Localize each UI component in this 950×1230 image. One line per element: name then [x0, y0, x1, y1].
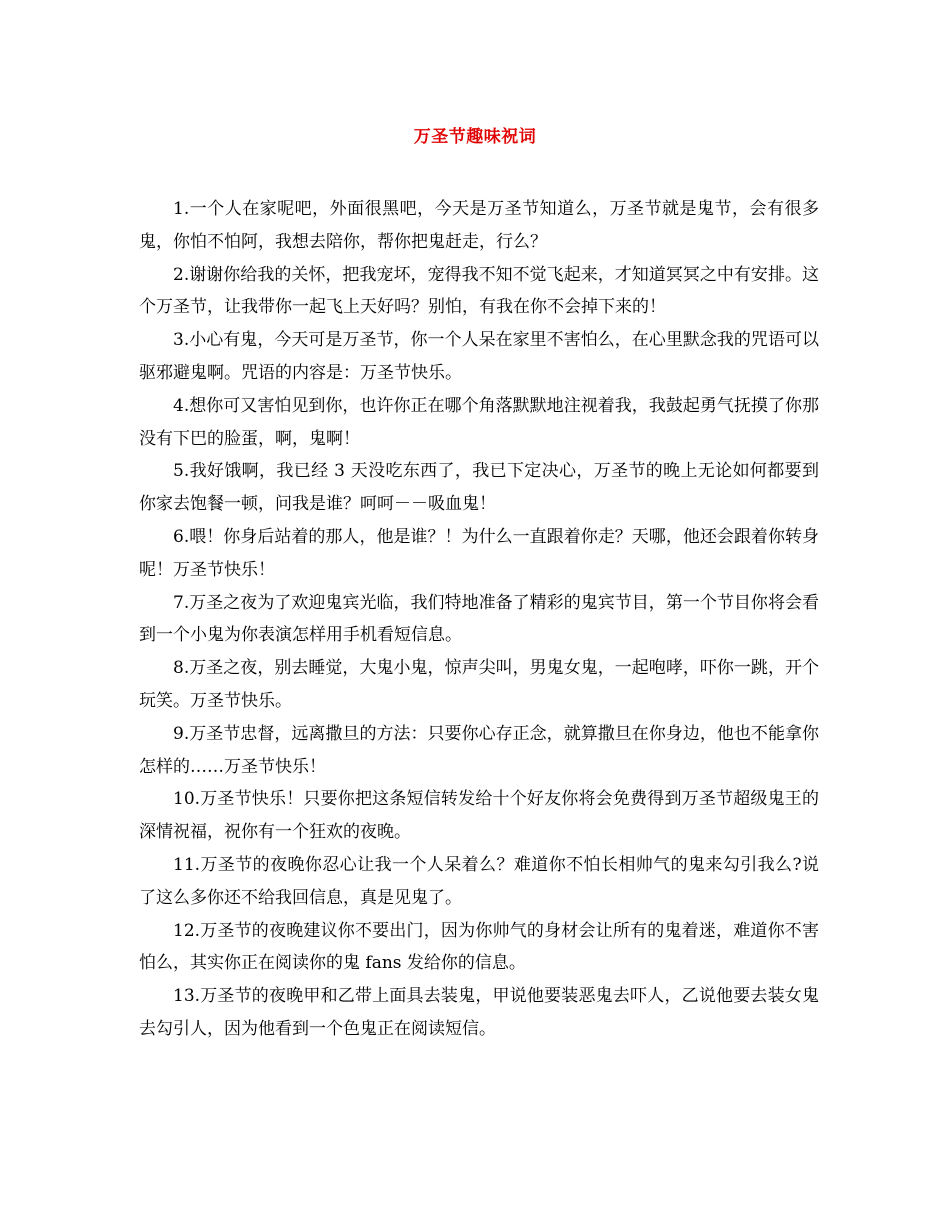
paragraph-4: 4.想你可又害怕见到你，也许你正在哪个角落默默地注视着我，我鼓起勇气抚摸了你那没有下巴的脸蛋，啊，鬼啊！ [139, 395, 819, 449]
paragraph-8: 8.万圣之夜，别去睡觉，大鬼小鬼，惊声尖叫，男鬼女鬼，一起咆哮，吓你一跳，开个玩笑。万圣节快乐。 [139, 658, 819, 711]
paragraph-1: 1.一个人在家呢吧，外面很黑吧，今天是万圣节知道么，万圣节就是鬼节，会有很多鬼，你怕不怕阿，我想去陪你，帮你把鬼赶走，行么？ [139, 199, 819, 252]
paragraph-5: 5.我好饿啊，我已经 3 天没吃东西了，我已下定决心，万圣节的晚上无论如何都要到你家去饱餐一顿，问我是谁？呵呵－－吸血鬼！ [139, 461, 819, 515]
paragraph-10: 10.万圣节快乐！只要你把这条短信转发给十个好友你将会免费得到万圣节超级鬼王的深情祝福，祝你有一个狂欢的夜晚。 [139, 789, 819, 843]
document-body [139, 193, 819, 1046]
document-title: 万圣节趣味祝词 [413, 127, 537, 147]
paragraph-9: 9.万圣节忠督，远离撒旦的方法：只要你心存正念，就算撒旦在你身边，他也不能拿你怎样的……万圣节快乐！ [139, 723, 819, 777]
paragraph-13: 13.万圣节的夜晚甲和乙带上面具去装鬼，甲说他要装恶鬼去吓人，乙说他要去装女鬼去勾引人，因为他看到一个色鬼正在阅读短信。 [139, 986, 819, 1039]
paragraph-2: 2.谢谢你给我的关怀，把我宠坏，宠得我不知不觉飞起来，才知道冥冥之中有安排。这个万圣节，让我带你一起飞上天好吗？别怕，有我在你不会掉下来的！ [139, 264, 819, 318]
paragraph-7: 7.万圣之夜为了欢迎鬼宾光临，我们特地准备了精彩的鬼宾节目，第一个节目你将会看到一个小鬼为你表演怎样用手机看短信息。 [139, 592, 819, 646]
paragraph-11: 11.万圣节的夜晚你忍心让我一个人呆着么？难道你不怕长相帅气的鬼来勾引我么?说了这么多你还不给我回信息，真是见鬼了。 [139, 854, 819, 908]
paragraph-6: 6.喂！你身后站着的那人，他是谁？！为什么一直跟着你走？天哪，他还会跟着你转身呢！万圣节快乐！ [139, 526, 819, 580]
paragraph-12: 12.万圣节的夜晚建议你不要出门，因为你帅气的身材会让所有的鬼着迷，难道你不害怕么，其实你正在阅读你的鬼 fans 发给你的信息。 [139, 920, 819, 974]
paragraph-3: 3.小心有鬼，今天可是万圣节，你一个人呆在家里不害怕么，在心里默念我的咒语可以驱邪避鬼啊。咒语的内容是：万圣节快乐。 [139, 330, 819, 383]
